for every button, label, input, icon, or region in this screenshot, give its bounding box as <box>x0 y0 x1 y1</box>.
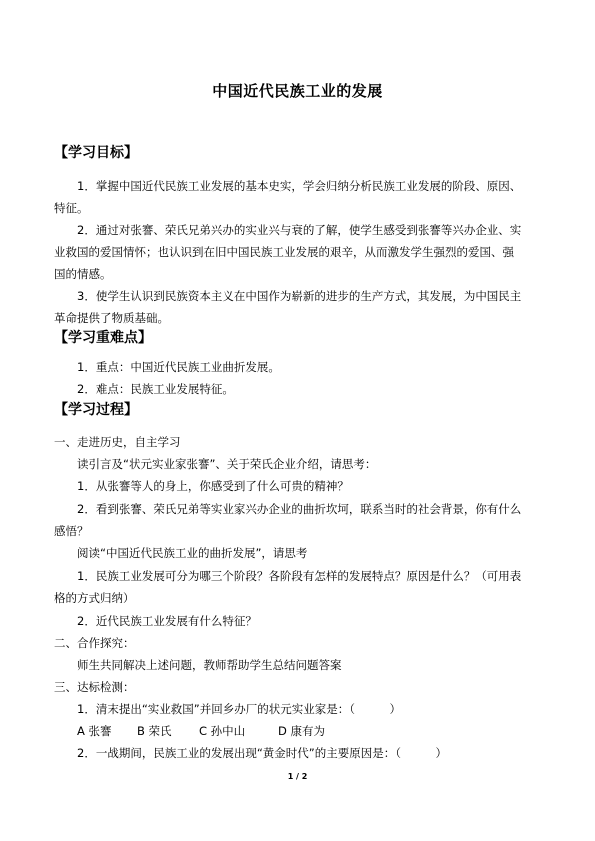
paragraph-line: 业救国的爱国情怀；也认识到在旧中国民族工业发展的艰辛，从而激发学生强烈的爱国、强 <box>54 245 514 259</box>
paragraph-line: 读引言及“状元实业家张謇”、关于荣氏企业介绍，请思考： <box>77 457 377 471</box>
paragraph-line: 师生共同解决上述问题，教师帮助学生总结问题答案 <box>77 658 342 672</box>
paragraph-line: 感悟？ <box>54 524 89 538</box>
paragraph-line: 1．民族工业发展可分为哪三个阶段？各阶段有怎样的发展特点？原因是什么？（可用表 <box>77 569 522 583</box>
paragraph-line: 国的情感。 <box>54 267 112 281</box>
paragraph-line: 二、合作探究： <box>54 636 135 650</box>
paragraph-line: 2．近代民族工业发展有什么特征？ <box>77 614 257 628</box>
paragraph-line: 3．使学生认识到民族资本主义在中国作为崭新的进步的生产方式，其发展，为中国民主 <box>77 289 522 303</box>
section-heading-objectives: 【学习目标】 <box>54 145 138 161</box>
paragraph-line: 2．通过对张謇、荣氏兄弟兴办的实业兴与衰的了解，使学生感受到张謇等兴办企业、实 <box>77 223 522 237</box>
paragraph-line: 2．一战期间，民族工业的发展出现“黄金时代”的主要原因是：（ ） <box>77 746 447 760</box>
page-title: 中国近代民族工业的发展 <box>212 82 383 100</box>
paragraph-line: 1．从张謇等人的身上，你感受到了什么可贵的精神？ <box>77 479 349 493</box>
page-number: 1 / 2 <box>287 772 308 781</box>
option-c: C 孙中山 <box>199 724 246 738</box>
paragraph-line: 1．重点：中国近代民族工业曲折发展。 <box>77 360 280 374</box>
paragraph-line: 1．掌握中国近代民族工业发展的基本史实，学会归纳分析民族工业发展的阶段、原因、 <box>77 179 522 193</box>
section-heading-process: 【学习过程】 <box>54 402 138 418</box>
paragraph-line: 一、走进历史，自主学习 <box>54 435 181 449</box>
option-d: D 康有为 <box>278 724 326 738</box>
paragraph-line: 阅读“中国近代民族工业的曲折发展”，请思考 <box>77 546 308 560</box>
paragraph-line: 1．清末提出“实业救国”并回乡办厂的状元实业家是：（ ） <box>77 702 401 716</box>
paragraph-line: 特征。 <box>54 201 89 215</box>
option-a: A 张謇 <box>77 724 112 738</box>
option-b: B 荣氏 <box>137 724 172 738</box>
paragraph-line: 格的方式归纳） <box>54 591 135 605</box>
paragraph-line: 2．看到张謇、荣氏兄弟等实业家兴办企业的曲折坎坷，联系当时的社会背景，你有什么 <box>77 502 522 516</box>
paragraph-line: 革命提供了物质基础。 <box>54 311 169 325</box>
section-heading-keypoints: 【学习重难点】 <box>54 330 152 346</box>
paragraph-line: 2．难点：民族工业发展特征。 <box>77 382 234 396</box>
paragraph-line: 三、达标检测： <box>54 680 135 694</box>
